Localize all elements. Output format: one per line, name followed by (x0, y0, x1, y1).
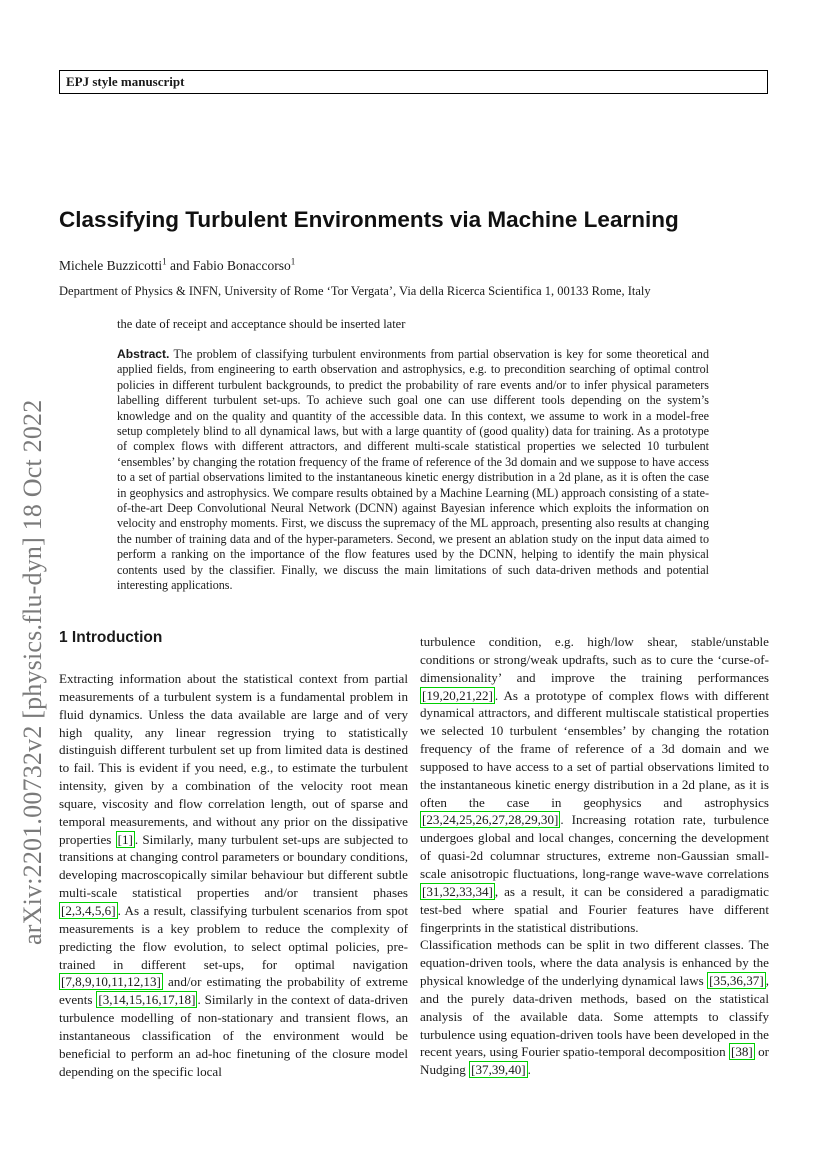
paragraph (420, 936, 769, 1079)
paragraph (420, 633, 769, 936)
body-text: turbulence condition, e.g. high/low shear, stable/unstable conditions or strong/weak updrafts, such as to cure the ‘curse-of-dimensionality’ and improve the training performances (420, 634, 769, 685)
body-text: . Similarly, many turbulent set-ups are subjected to transitions at changing control parameters or boundary conditions, developing macroscopically similar behaviour but different subtle multi-scale statistical properties and/or transient phases (59, 831, 408, 901)
citation-link[interactable]: [19,20,21,22] (422, 687, 493, 703)
abstract (117, 347, 709, 594)
citation-link[interactable]: [37,39,40] (471, 1062, 526, 1078)
receipt-note: the date of receipt and acceptance should be inserted later (117, 317, 406, 331)
body-text: and/or estimating the probability of extreme events (59, 974, 408, 1008)
body-text: . Similarly in the context of data-driven turbulence modelling of non-stationary and transient flows, an instantaneous classification of the environment would be beneficial to perform an ad-hoc finetuning of the closure model depending on the specific local (59, 992, 408, 1079)
citation-link[interactable]: [2,3,4,5,6] (61, 902, 116, 918)
citation-link[interactable]: [35,36,37] (709, 973, 764, 989)
author-separator: and (166, 258, 193, 273)
citation-link[interactable]: [7,8,9,10,11,12,13] (61, 974, 161, 990)
abstract-label: Abstract. (117, 347, 170, 361)
citation-link[interactable]: [31,32,33,34] (422, 883, 493, 899)
manuscript-header-box (59, 70, 768, 94)
paragraph (59, 670, 408, 1080)
body-text: or Nudging (420, 1044, 769, 1078)
body-text: Classification methods can be split in two different classes. The equation-driven tools, where the data analysis is enhanced by the physical knowledge of the underlying dynamical laws (420, 937, 769, 989)
body-text: . As a result, classifying turbulent scenarios from spot measurements is a key problem to reduce the complexity of predicting the flow evolution, to select optimal policies, pre-trained in different set-ups, for optimal navigation (59, 902, 408, 972)
arxiv-side-stamp[interactable]: arXiv:2201.00732v2 [physics.flu-dyn] 18 Oct 2022 (18, 399, 47, 945)
author-name: Fabio Bonaccorso (192, 258, 291, 273)
abstract-text: The problem of classifying turbulent environments from partial observation is key for some theoretical and applied fields, from engineering to earth observation and astrophysics, e.g. to precondition searching of optimal control policies in different turbulent backgrounds, to predict the probability of rare events and/or to infer physical parameters labelling different turbulent set-ups. To achieve such goal one can use different tools depending on the system’s knowledge and on the quality and quantity of the accessible data. In this context, we assume to work in a model-free setup completely blind to all dynamical laws, but with a large quantity of (good quality) data for training. As a prototype of complex flows with different attractors, and different multi-scale statistical properties we selected 10 turbulent ‘ensembles’ by changing the rotation frequency of the frame of reference of the 3d domain and we suppose to have access to a set of partial observations limited to the instantaneous kinetic energy distribution in a 2d plane, as it is often the case in geophysics and astrophysics. We compare results obtained by a Machine Learning (ML) approach consisting of a state-of-the-art Deep Convolutional Neural Network (DCNN) against Bayesian inference which exploits the information on velocity and enstrophy moments. First, we discuss the supremacy of the ML approach, presenting also results at changing the number of training data and of the hyper-parameters. Second, we present an ablation study on the input data aimed to perform a ranking on the importance of the flow features used by the DCNN, helping to identify the main physical contents used by the classifier. Finally, we discuss the main limitations of such data-driven methods and potential interesting applications. (117, 347, 709, 593)
right-column (420, 633, 769, 1079)
citation-link[interactable]: [3,14,15,16,17,18] (98, 992, 196, 1008)
citation-link[interactable]: [23,24,25,26,27,28,29,30] (422, 812, 559, 828)
body-text: , and the purely data-driven methods, based on the statistical analysis of the available data. Some attempts to classify turbulence using equation-driven tools have been developed in the recent years, using Fourier spatio-temporal decomposition (420, 973, 769, 1060)
affiliation: Department of Physics & INFN, University of Rome ‘Tor Vergata’, Via della Ricerca Scientifica 1, 00133 Rome, Italy (59, 284, 651, 298)
body-text: , as a result, it can be considered a paradigmatic test-bed where spatial and Fourier features have different fingerprints in the statistical distributions. (420, 883, 769, 935)
affiliation-marker: 1 (290, 256, 296, 267)
body-text: . As a prototype of complex flows with different dynamical attractors, and different multiscale statistical properties we selected 10 turbulent ‘ensembles’ by changing the rotation frequency of the frame of reference of a 3d domain and we supposed to have access to a set of partial observations limited to the instantaneous kinetic energy distribution in a 2d plane, as it is often the case in geophysics and astrophysics (420, 687, 769, 810)
body-text: . (527, 1062, 531, 1078)
section-heading: 1 Introduction (59, 629, 163, 646)
paper-title: Classifying Turbulent Environments via Machine Learning (59, 207, 679, 232)
citation-link[interactable]: [38] (730, 1044, 753, 1060)
affiliation-marker: 1 (162, 256, 167, 267)
body-text: . Increasing rotation rate, turbulence undergoes global and local changes, concerning the development of quasi-2d columnar structures, extreme non-Gaussian small-scale anisotropic fluctuations, long-range wave-wave correlations (420, 812, 769, 881)
author-list (59, 258, 295, 274)
body-text: Extracting information about the statistical context from partial measurements of a turbulent system is a fundamental problem in fluid dynamics. Unless the data available are large and of very high quality, any linear regression trying to statistically distinguish different turbulent set up from limited data is destined to fail. This is evident if you need, e.g., to estimate the turbulent intensity, given by a combination of the velocity root mean square, viscosity and flow correlation length, out of sparse and temporal measurements, and without any prior on the dissipative properties (59, 671, 408, 847)
author-name: Michele Buzzicotti (59, 258, 163, 273)
citation-link[interactable]: [1] (117, 831, 133, 847)
manuscript-header-label: EPJ style manuscript (66, 74, 185, 89)
left-column (59, 670, 408, 1080)
